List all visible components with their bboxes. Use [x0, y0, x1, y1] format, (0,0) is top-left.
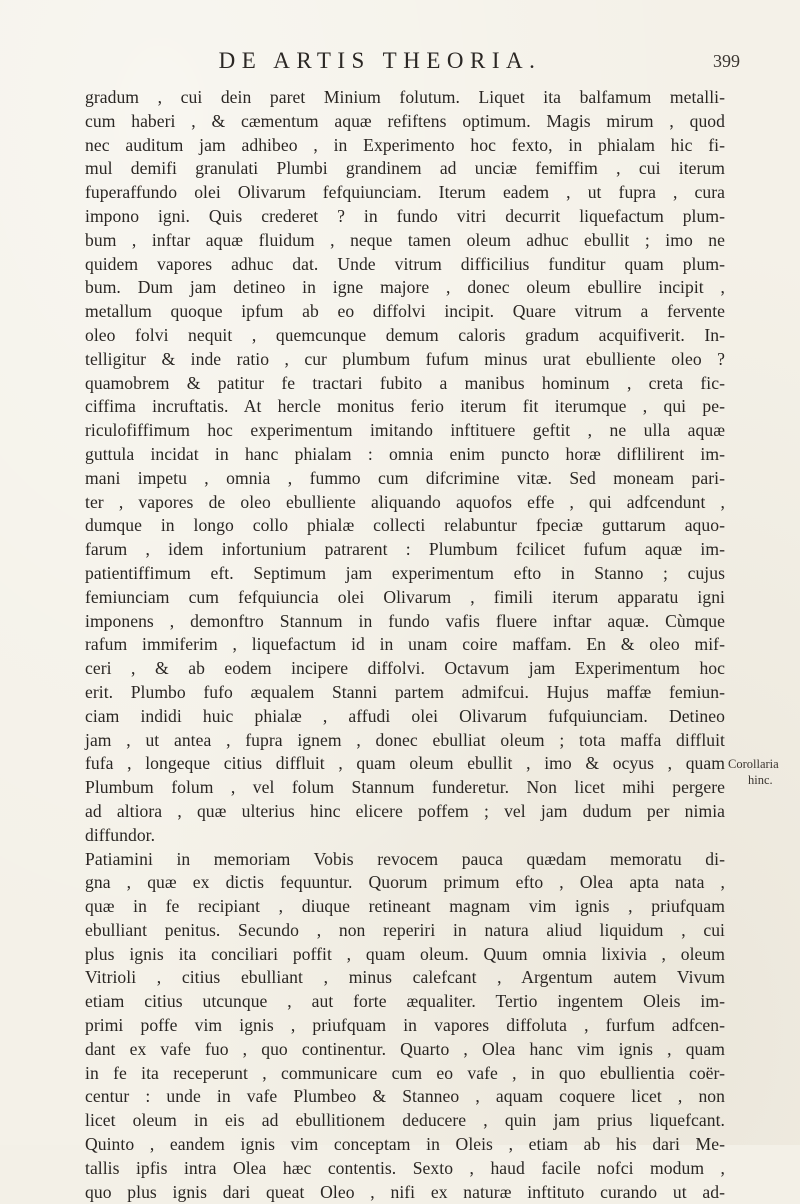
text-line: riculofiffimum hoc experimentum imitando inftituere geftit , ne ulla aquæ — [85, 420, 725, 441]
text-line: nec auditum jam adhibeo , in Experimento hoc fexto, in phialam hic fi- — [85, 134, 725, 155]
text-line: imponens , demonftro Stannum in fundo vafis fluere inftar aquæ. Cùmque — [85, 610, 725, 631]
text-line: bum. Dum jam detineo in igne majore , donec oleum ebullire incipit , — [85, 277, 725, 298]
text-line: fuperaffundo olei Olivarum fefquiunciam. Iterum eadem , ut fupra , cura — [85, 182, 725, 203]
margin-note-line: Corollaria — [728, 757, 779, 771]
text-line: etiam citius utcunque , aut forte æqualiter. Tertio ingentem Oleis im- — [85, 991, 725, 1012]
body-text — [85, 86, 725, 1204]
text-line: quo plus ignis dari queat Oleo , nifi ex naturæ inftituto curando ut ad- — [85, 1181, 725, 1202]
text-line: plus ignis ita conciliari poffit , quam oleum. Quum omnia lixivia , oleum — [85, 943, 725, 964]
text-line: oleo folvi nequit , quemcunque demum caloris gradum acquifiverit. In- — [85, 324, 725, 345]
text-line: ceri , & ab eodem incipere diffolvi. Octavum jam Experimentum hoc — [85, 658, 725, 679]
text-line: metallum quoque ipfum ab eo diffolvi incipit. Quare vitrum a fervente — [85, 301, 725, 322]
text-line: femiunciam cum fefquiuncia olei Olivarum , fimili iterum apparatu igni — [85, 586, 725, 607]
text-line: ebulliant penitus. Secundo , non reperiri in natura aliud liquidum , cui — [85, 919, 725, 940]
text-line: ad altiora , quæ ulterius hinc elicere poffem ; vel jam dudum per nimia — [85, 800, 725, 821]
text-line: impono igni. Quis crederet ? in fundo vitri decurrit liquefactum plum- — [85, 205, 725, 226]
text-line: Vitrioli , citius ebulliant , minus calefcant , Argentum autem Vivum — [85, 967, 725, 988]
text-line: mul demifi granulati Plumbi grandinem ad unciæ femiffim , cui iterum — [85, 158, 725, 179]
text-line: Quinto , eandem ignis vim conceptam in Oleis , etiam ab his dari Me- — [85, 1134, 725, 1155]
text-line: ciffima incruftatis. At hercle monitus ferio iterum fit iterumque , qui pe- — [85, 396, 725, 417]
text-line: mani impetu , omnia , fummo cum difcrimine vitæ. Sed moneam pari- — [85, 467, 725, 488]
text-line: primi poffe vim ignis , priufquam in vapores diffoluta , furfum adfcen- — [85, 1015, 725, 1036]
text-line: patientiffimum eft. Septimum jam experimentum efto in Stanno ; cujus — [85, 562, 725, 583]
text-line: centur : unde in vafe Plumbeo & Stanneo , aquam coquere licet , non — [85, 1086, 725, 1107]
text-line: tallis ipfis intra Olea hæc contentis. Sexto , haud facile nofci modum , — [85, 1157, 725, 1178]
text-line: in fe ita receperunt , communicare cum eo vafe , in quo ebullientia coër- — [85, 1062, 725, 1083]
page-number: 399 — [713, 51, 740, 71]
text-line: rafum immiferim , liquefactum id in unam coire maffam. En & oleo mif- — [85, 634, 725, 655]
text-line: ter , vapores de oleo ebulliente aliquando aquofos effe , qui adfcendunt , — [85, 491, 725, 512]
text-line: gna , quæ ex dictis fequuntur. Quorum primum efto , Olea apta nata , — [85, 872, 725, 893]
text-line: ciam indidi huic phialæ , affudi olei Olivarum fufquiunciam. Detineo — [85, 705, 725, 726]
text-line: gradum , cui dein paret Minium folutum. Liquet ita balfamum metalli- — [85, 87, 725, 107]
running-title: DE ARTIS THEORIA. — [218, 48, 542, 73]
text-line: Plumbum folum , vel folum Stannum funderetur. Non licet mihi pergere — [85, 777, 725, 798]
margin-note-line: hinc. — [748, 773, 773, 787]
text-line: farum , idem infortunium patrarent : Plumbum fcilicet fufum aquæ im- — [85, 539, 725, 560]
text-line: quidem vapores adhuc dat. Unde vitrum difficilius funditur quam plum- — [85, 253, 725, 274]
margin-note — [728, 756, 798, 788]
text-line: quæ in fe recipiant , diuque retineant magnam vim ignis , priufquam — [85, 896, 725, 917]
text-line: jam , ut antea , fupra ignem , donec ebulliat oleum ; tota maffa diffluit — [85, 729, 725, 750]
text-line: cum haberi , & cæmentum aquæ refiftens optimum. Magis mirum , quod — [85, 110, 725, 131]
text-line: diffundor. — [85, 824, 156, 845]
text-line: Patiamini in memoriam Vobis revocem pauca quædam memoratu di- — [85, 848, 725, 869]
text-line: guttula incidat in hanc phialam : omnia enim puncto horæ diflilirent im- — [85, 443, 725, 464]
text-line: dant ex vafe fuo , quo continentur. Quarto , Olea hanc vim ignis , quam — [85, 1038, 725, 1059]
text-line: licet oleum in eis ad ebullitionem deducere , quin jam prius liquefcant. — [85, 1110, 725, 1131]
text-line: telligitur & inde ratio , cur plumbum fufum minus urat ebulliente oleo ? — [85, 348, 725, 369]
text-line: erit. Plumbo fufo æqualem Stanni partem admifcui. Hujus maffæ femiun- — [85, 681, 725, 702]
text-line: quamobrem & patitur fe tractari fubito a manibus hominum , creta fic- — [85, 372, 725, 393]
running-head — [100, 48, 740, 78]
text-line: dumque in longo collo phialæ collecti relabuntur fpeciæ guttarum aquo- — [85, 515, 725, 536]
text-line: fufa , longeque citius diffluit , quam oleum ebullit , imo & ocyus , quam — [85, 753, 725, 774]
text-line: bum , inftar aquæ fluidum , neque tamen oleum adhuc ebullit ; imo ne — [85, 229, 725, 250]
